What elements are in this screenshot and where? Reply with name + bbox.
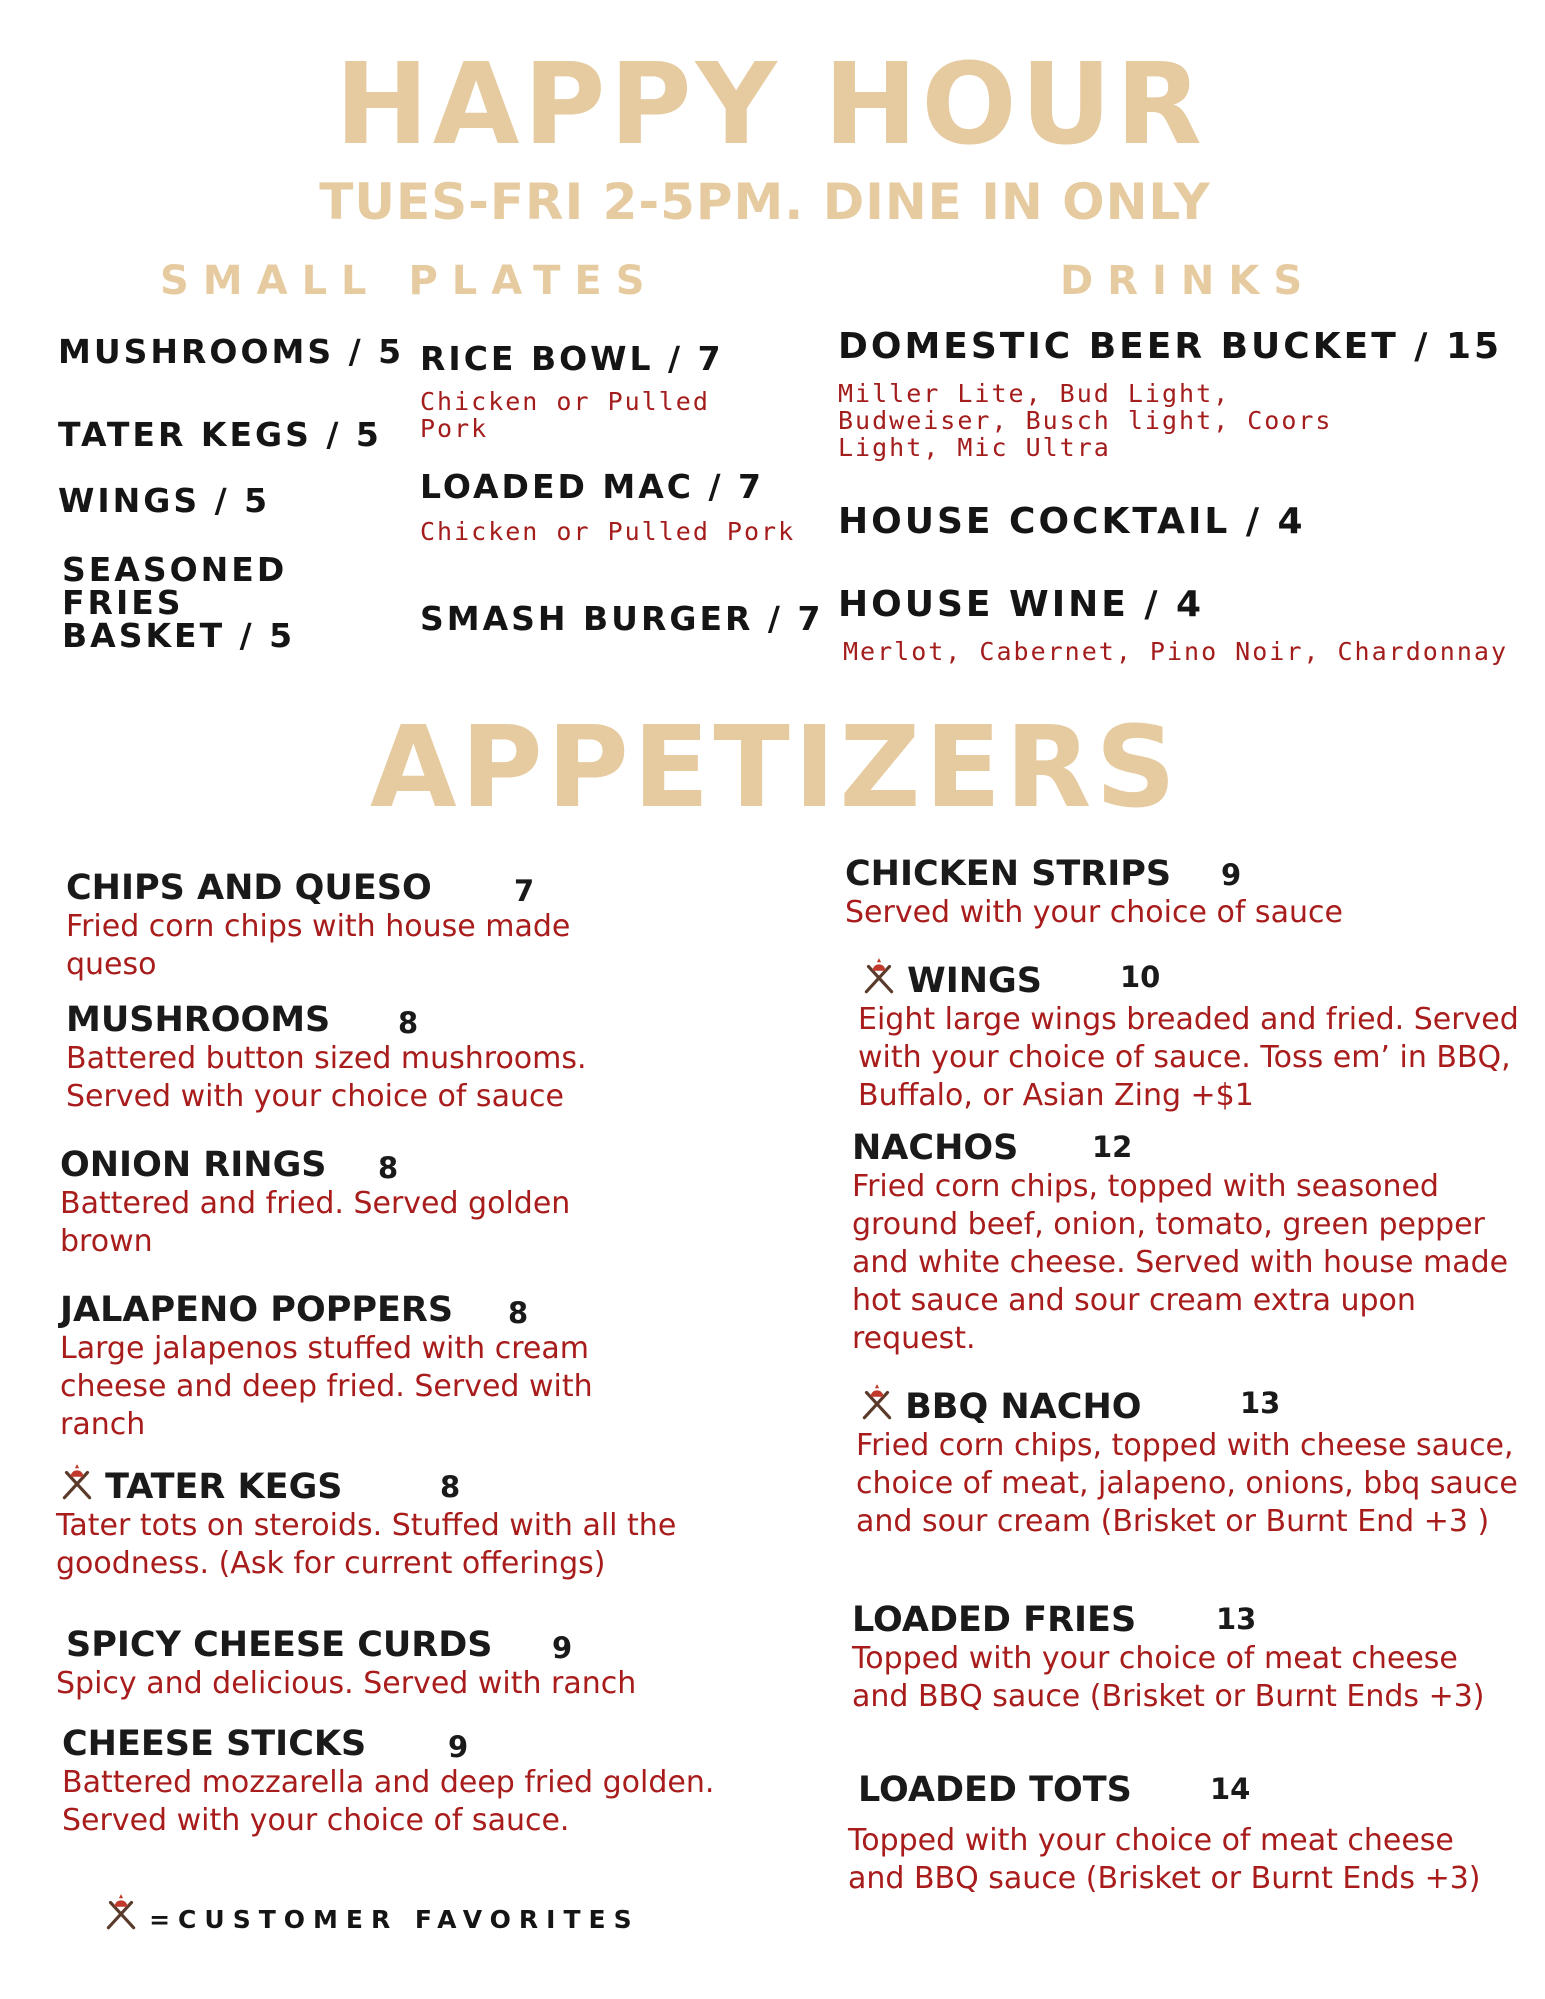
appetizer-mushrooms [66, 1000, 746, 1116]
appetizer-desc: Fried corn chips with house made queso [66, 909, 571, 982]
appetizer-name: NACHOS [852, 1128, 1019, 1168]
appetizer-nachos [852, 1128, 1532, 1358]
crossed-utensils-icon [100, 1892, 142, 1934]
appetizer-loaded-fries [852, 1600, 1532, 1716]
appetizer-name: CHIPS AND QUESO [66, 868, 432, 908]
small-plate-smash-burger: SMASH BURGER / 7 [420, 599, 824, 638]
appetizer-name: CHICKEN STRIPS [845, 854, 1172, 894]
appetizer-chips-and-queso [66, 868, 746, 984]
favorites-legend [100, 1892, 640, 1934]
small-plate-rice-bowl-desc: Chicken or Pulled Pork [420, 387, 710, 443]
appetizer-price: 9 [448, 1730, 469, 1764]
appetizers-heading: APPETIZERS [370, 703, 1181, 833]
small-plate-wings: WINGS / 5 [58, 481, 271, 520]
appetizer-desc: Topped with your choice of meat cheese and BBQ sauce (Brisket or Burnt Ends +3) [848, 1823, 1481, 1896]
appetizer-price: 14 [1210, 1772, 1251, 1806]
appetizer-price: 8 [378, 1151, 399, 1185]
appetizer-name: LOADED TOTS [858, 1770, 1132, 1810]
appetizer-price: 9 [552, 1631, 573, 1665]
appetizer-price: 8 [398, 1006, 419, 1040]
small-plate-mushrooms: MUSHROOMS / 5 [58, 332, 405, 371]
drink-beer-bucket: DOMESTIC BEER BUCKET / 15 [838, 326, 1503, 367]
favorites-legend-text: =CUSTOMER FAVORITES [149, 1905, 640, 1934]
appetizer-price: 10 [1120, 960, 1161, 994]
appetizer-name: BBQ NACHO [905, 1387, 1142, 1427]
appetizer-desc: Large jalapenos stuffed with cream cheese and deep fried. Served with ranch [60, 1331, 593, 1442]
appetizer-desc: Eight large wings breaded and fried. Served with your choice of sauce. Toss em’ in BBQ, Buffalo, or Asian Zing +$1 [858, 1002, 1519, 1113]
small-plate-seasoned-fries: SEASONED FRIES BASKET / 5 [62, 550, 296, 655]
appetizer-price: 12 [1092, 1130, 1133, 1164]
appetizer-desc: Tater tots on steroids. Stuffed with all the goodness. (Ask for current offerings) [56, 1508, 677, 1581]
appetizer-wings [858, 956, 1538, 1115]
appetizer-desc: Battered button sized mushrooms. Served with your choice of sauce [66, 1041, 587, 1114]
drink-house-wine: HOUSE WINE / 4 [838, 584, 1205, 625]
appetizer-desc: Fried corn chips, topped with cheese sauce, choice of meat, jalapeno, onions, bbq sauce and sour cream (Brisket or Burnt End +3 ) [856, 1428, 1518, 1539]
appetizer-desc: Topped with your choice of meat cheese and BBQ sauce (Brisket or Burnt Ends +3) [852, 1641, 1485, 1714]
appetizer-name: ONION RINGS [60, 1145, 327, 1185]
small-plate-loaded-mac-desc: Chicken or Pulled Pork [420, 517, 796, 546]
appetizer-loaded-tots [848, 1770, 1538, 1898]
appetizer-cheese-sticks [62, 1724, 762, 1840]
drink-beer-bucket-desc: Miller Lite, Bud Light, Budweiser, Busch light, Coors Light, Mic Ultra [838, 379, 1333, 462]
appetizer-desc: Spicy and delicious. Served with ranch [56, 1666, 637, 1701]
appetizer-bbq-nacho [856, 1382, 1536, 1541]
crossed-utensils-icon [858, 956, 900, 998]
appetizer-desc: Fried corn chips, topped with seasoned ground beef, onion, tomato, green pepper and white cheese. Served with house made hot sauce and sour cream extra upon request. [852, 1169, 1509, 1356]
appetizer-name: MUSHROOMS [66, 1000, 331, 1040]
appetizer-price: 13 [1216, 1602, 1257, 1636]
appetizer-desc: Battered and fried. Served golden brown [60, 1186, 571, 1259]
appetizer-desc: Served with your choice of sauce [845, 895, 1343, 930]
small-plate-rice-bowl: RICE BOWL / 7 [420, 339, 724, 378]
drinks-heading: DRINKS [1060, 258, 1317, 304]
page-title: HAPPY HOUR [335, 40, 1206, 170]
appetizer-spicy-cheese-curds [56, 1625, 756, 1703]
appetizer-price: 13 [1240, 1386, 1281, 1420]
appetizer-name: LOADED FRIES [852, 1600, 1137, 1640]
appetizer-name: SPICY CHEESE CURDS [66, 1625, 493, 1665]
appetizer-onion-rings [60, 1145, 740, 1261]
small-plate-loaded-mac: LOADED MAC / 7 [420, 467, 764, 506]
appetizer-name: TATER KEGS [105, 1467, 343, 1507]
appetizer-jalapeno-poppers [60, 1290, 740, 1444]
appetizer-chicken-strips [845, 854, 1525, 932]
appetizer-price: 9 [1221, 858, 1242, 892]
crossed-utensils-icon [56, 1462, 98, 1504]
small-plates-heading: SMALL PLATES [160, 258, 659, 304]
drink-house-cocktail: HOUSE COCKTAIL / 4 [838, 501, 1306, 542]
small-plate-tater-kegs: TATER KEGS / 5 [58, 415, 382, 454]
appetizer-name: JALAPENO POPPERS [60, 1290, 454, 1330]
appetizer-price: 8 [440, 1470, 461, 1504]
crossed-utensils-icon [856, 1382, 898, 1424]
appetizer-name: CHEESE STICKS [62, 1724, 367, 1764]
page-subtitle: TUES-FRI 2-5PM. DINE IN ONLY [319, 173, 1211, 231]
appetizer-price: 8 [508, 1296, 529, 1330]
drink-house-wine-desc: Merlot, Cabernet, Pino Noir, Chardonnay [843, 637, 1508, 666]
appetizer-tater-kegs [56, 1462, 756, 1583]
appetizer-desc: Battered mozzarella and deep fried golden. Served with your choice of sauce. [62, 1765, 715, 1838]
appetizer-price: 7 [514, 874, 535, 908]
appetizer-name: WINGS [907, 961, 1042, 1001]
